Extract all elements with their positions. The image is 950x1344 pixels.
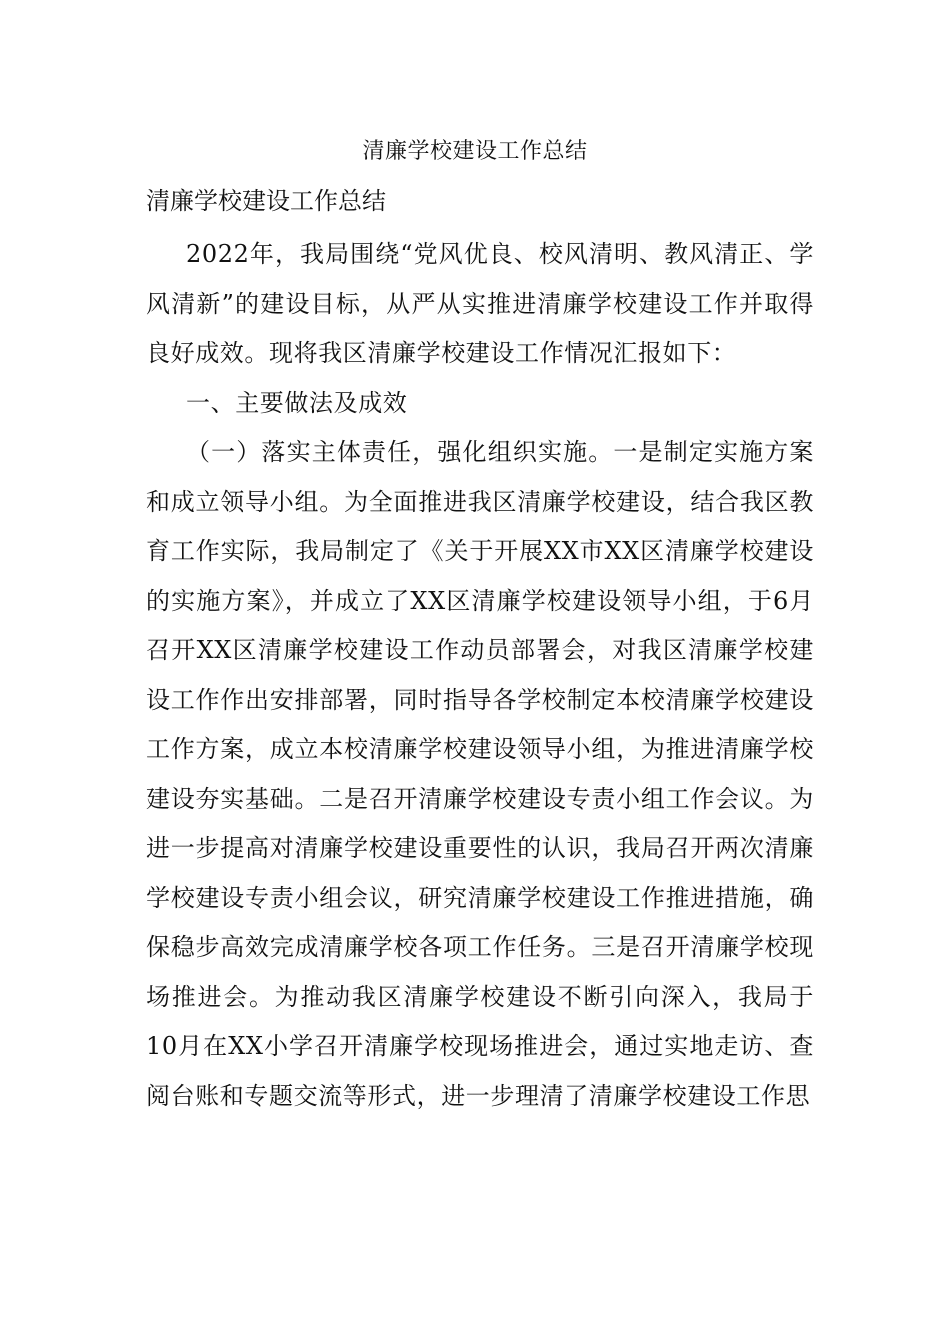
document-body — [146, 230, 814, 1121]
document-title: 清廉学校建设工作总结 — [362, 139, 588, 164]
section-paragraph: （一）落实主体责任，强化组织实施。一是制定实施方案和成立领导小组。为全面推进我区清廉学校建设，结合我区教育工作实际，我局制定了《关于开展XX市XX区清廉学校建设的实施方案》，并成立了XX区清廉学校建设领导小组，于6月召开XX区清廉学校建设工作动员部署会，对我区清廉学校建设工作作出安排部署，同时指导各学校制定本校清廉学校建设工作方案，成立本校清廉学校建设领导小组，为推进清廉学校建设夯实基础。二是召开清廉学校建设专责小组工作会议。为进一步提高对清廉学校建设重要性的认识，我局召开两次清廉学校建设专责小组会议，研究清廉学校建设工作推进措施，确保稳步高效完成清廉学校各项工作任务。三是召开清廉学校现场推进会。为推动我区清廉学校建设不断引向深入，我局于10月在XX小学召开清廉学校现场推进会，通过实地走访、查阅台账和专题交流等形式，进一步理清了清廉学校建设工作思 — [146, 438, 814, 1110]
document-subtitle: 清廉学校建设工作总结 — [146, 187, 386, 215]
section-heading: 一、主要做法及成效 — [186, 388, 408, 417]
intro-paragraph: 2022年，我局围绕“党风优良、校风清明、教风清正、学风清新”的建设目标，从严从实推进清廉学校建设工作并取得良好成效。现将我区清廉学校建设工作情况汇报如下： — [146, 240, 814, 367]
